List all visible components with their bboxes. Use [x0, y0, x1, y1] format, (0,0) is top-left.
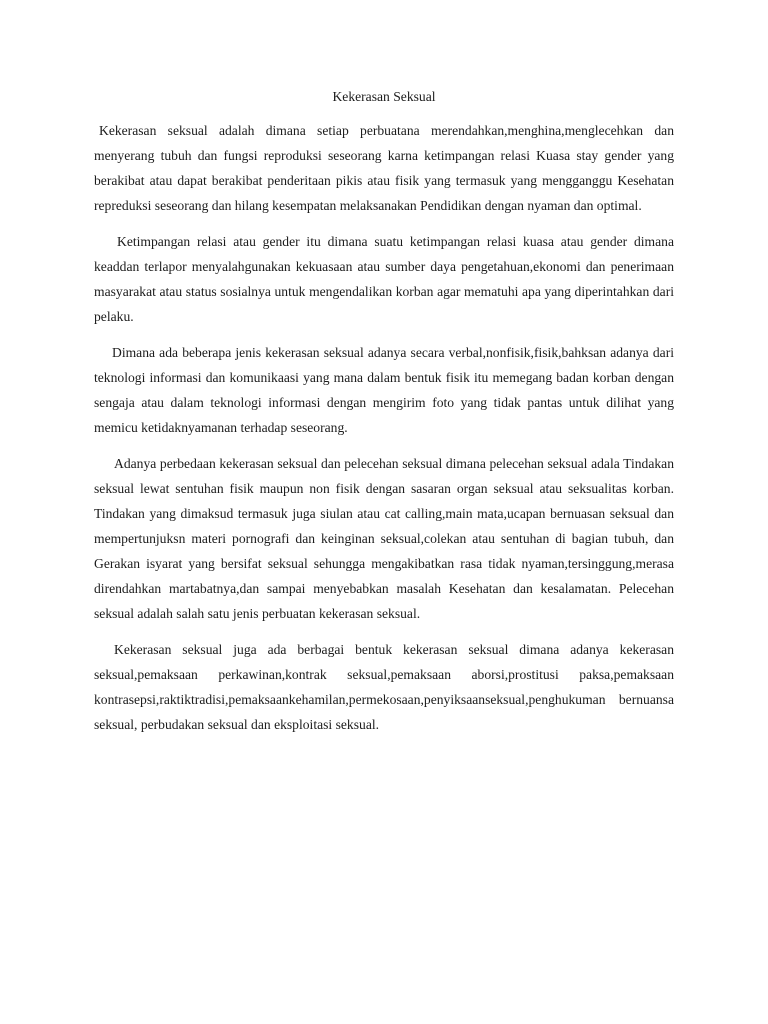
paragraph-2: Ketimpangan relasi atau gender itu dimana suatu ketimpangan relasi kuasa atau gender dimana keaddan terlapor menyalahgunakan kekuasaan atau sumber daya pengetahuan,ekonomi dan penerimaan masyarakat atau status sosialnya untuk mengendalikan korban agar mematuhi apa yang diperintahkan dari pelaku.: [94, 234, 674, 324]
paragraph-4: Adanya perbedaan kekerasan seksual dan pelecehan seksual dimana pelecehan seksual adala Tindakan seksual lewat sentuhan fisik maupun non fisik dengan sasaran organ seksual atau seksualitas korban. Tindakan yang dimaksud termasuk juga siulan atau cat calling,main mata,ucapan bernuasan seksual dan mempertunjuksn materi pornografi dan keinginan seksual,colekan atau sentuhan di bagian tubuh, dan Gerakan isyarat yang bersifat seksual sehungga mengakibatkan rasa tidak nyaman,tersinggung,merasa direndahkan martabatnya,dan sampai menyebabkan masalah Kesehatan dan kesalamatan. Pelecehan seksual adalah salah satu jenis perbuatan kekerasan seksual.: [94, 456, 674, 621]
paragraph-3: Dimana ada beberapa jenis kekerasan seksual adanya secara verbal,nonfisik,fisik,bahksan adanya dari teknologi informasi dan komunikaasi yang mana dalam bentuk fisik itu memegang badan korban dengan sengaja atau dalam teknologi informasi dengan mengirim foto yang tidak pantas untuk dilihat yang memicu ketidaknyamanan terhadap seseorang.: [94, 345, 674, 435]
document-body: [94, 84, 674, 748]
paragraph-1: Kekerasan seksual adalah dimana setiap perbuatana merendahkan,menghina,menglecehkan dan menyerang tubuh dan fungsi reproduksi seseorang karna ketimpangan relasi Kuasa stay gender yang berakibat atau dapat berakibat penderitaan pikis atau fisik yang termasuk yang mengganggu Kesehatan repreduksi seseorang dan hilang kesempatan melaksanakan Pendidikan dengan nyaman dan optimal.: [94, 123, 674, 213]
document-title: Kekerasan Seksual: [332, 89, 436, 104]
paragraph-5: Kekerasan seksual juga ada berbagai bentuk kekerasan seksual dimana adanya kekerasan seksual,pemaksaan perkawinan,kontrak seksual,pemaksaan aborsi,prostitusi paksa,pemaksaan kontrasepsi,raktiktradisi,pemaksaankehamilan,permekosaan,penyiksaanseksual,penghukuman bernuansa seksual, perbudakan seksual dan eksploitasi seksual.: [94, 642, 674, 732]
